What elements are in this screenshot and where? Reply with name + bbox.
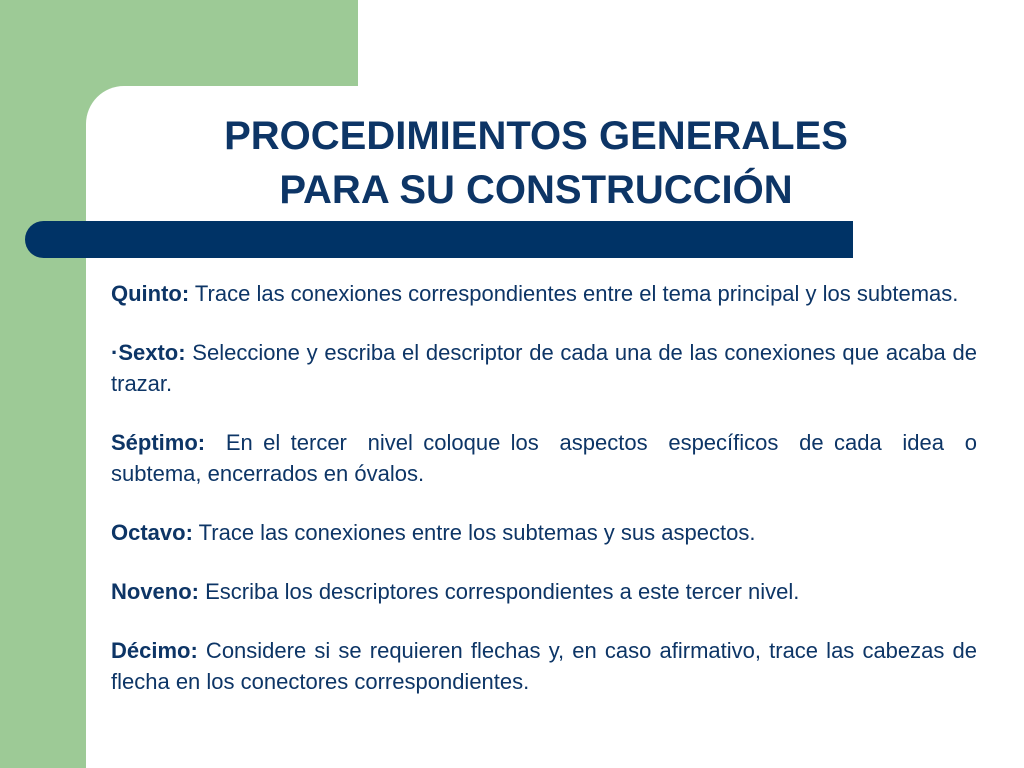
title-divider-bar [25,221,853,258]
slide-title-line-2: PARA SU CONSTRUCCIÓN [279,168,793,212]
step-text: Trace las conexiones entre los subtemas y sus aspectos. [192,520,756,545]
steps-list [111,278,996,725]
step-label: Octavo: [111,520,193,545]
step-label: ·Sexto: [111,340,186,365]
step-decimo [111,635,977,697]
step-label: Décimo: [111,638,198,663]
step-septimo [111,427,996,489]
step-text: Trace las conexiones correspondientes entre el tema principal y los subtemas. [189,281,959,306]
step-text: Considere si se requieren flechas y, en caso afirmativo, trace las cabezas de flecha en los conectores correspondientes. [111,638,977,694]
step-octavo [111,517,977,548]
step-text: En el tercer nivel coloque los aspectos específicos de cada idea o subtema, encerrados en óvalos. [111,430,996,486]
step-noveno [111,576,977,607]
step-text: Seleccione y escriba el descriptor de cada una de las conexiones que acaba de trazar. [111,340,977,396]
step-quinto [111,278,977,309]
slide-title-line-1: PROCEDIMIENTOS GENERALES [224,114,848,158]
step-sexto [111,337,977,399]
step-text: Escriba los descriptores correspondientes a este tercer nivel. [199,579,800,604]
step-label: Quinto: [111,281,190,306]
step-label: Noveno: [111,579,199,604]
step-label: Séptimo: [111,430,206,455]
